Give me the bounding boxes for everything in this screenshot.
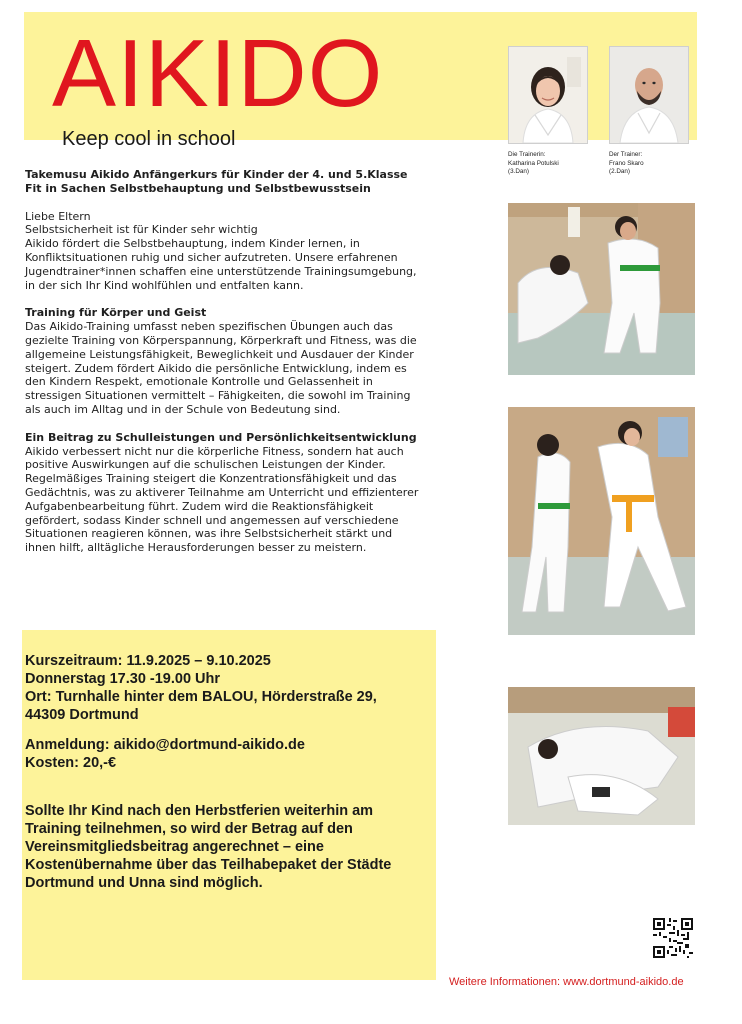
paragraph-line: Das Aikido-Training umfasst neben spezifischen Übungen auch das (25, 320, 393, 334)
course-registration (22, 736, 305, 772)
note-line: Dortmund und Unna sind möglich. (25, 875, 263, 891)
paragraph-line: in der sich Ihr Kind wohlfühlen und entfalten kann. (25, 278, 304, 292)
registration-email: Anmeldung: aikido@dortmund-aikido.de (25, 737, 305, 753)
caption-line: Die Trainerin: (508, 151, 546, 158)
course-city: 44309 Dortmund (25, 707, 139, 723)
paragraph-line: Aikido verbessert nicht nur die körperliche Fitness, sondern hat auch (25, 444, 404, 458)
course-info-box (22, 630, 436, 980)
trainer-photo-female (508, 46, 588, 144)
section-heading-school: Ein Beitrag zu Schulleistungen und Persönlichkeitsentwicklung (25, 430, 417, 444)
section-heading-training: Training für Körper und Geist (25, 306, 207, 320)
paragraph-line: Jugendtrainer*innen schaffen eine unterstützende Trainingsumgebung, (25, 264, 417, 278)
training-photo-3 (508, 687, 695, 825)
course-note (22, 802, 392, 892)
paragraph-line: Konfliktsituationen ruhig und sicher aufzutreten. Unsere erfahrenen (25, 250, 398, 264)
trainer-caption-female (508, 151, 559, 177)
paragraph-line: stressigen Situationen vermittelt – Fähigkeiten, die sowohl im Training (25, 389, 411, 403)
note-line: Vereinsmitgliedsbeitrag angerechnet – eine (25, 839, 324, 855)
intro-heading-1: Takemusu Aikido Anfängerkurs für Kinder der 4. und 5.Klasse (25, 168, 408, 181)
paragraph-line: gefördert, sodass Kinder schnell und angemessen auf verschiedene (25, 513, 399, 527)
paragraph-line: steigert. Zudem fördert Aikido die persönliche Entwicklung, indem es (25, 361, 407, 375)
header-band (24, 12, 697, 150)
page-subtitle: Keep cool in school (62, 128, 236, 150)
paragraph-line: Situationen reagieren können, was ihre Selbstsicherheit stärkt und (25, 527, 393, 541)
paragraph-line: den Kindern Respekt, emotionale Kontrolle und Gelassenheit in (25, 375, 373, 389)
caption-line: (2.Dan) (609, 168, 630, 175)
paragraph-line: ihnen hilft, alltägliche Herausforderungen besser zu meistern. (25, 541, 367, 555)
training-photo-1 (508, 203, 695, 375)
paragraph-line: Aikido fördert die Selbstbehauptung, indem Kinder lernen, in (25, 237, 360, 251)
footer-info: Weitere Informationen: www.dortmund-aikido.de (449, 976, 684, 988)
note-line: Sollte Ihr Kind nach den Herbstferien weiterhin am (25, 803, 374, 819)
note-line: Kostenübernahme über das Teilhabepaket der Städte (25, 857, 392, 873)
course-schedule (22, 652, 377, 724)
paragraph-line: Liebe Eltern (25, 209, 91, 223)
paragraph-line: Selbstsicherheit ist für Kinder sehr wichtig (25, 223, 258, 237)
paragraph-line: allgemeine Leistungsfähigkeit, Beweglichkeit und Ausdauer der Kinder (25, 347, 414, 361)
caption-line: Frano Skaro (609, 159, 644, 167)
paragraph-line: als auch im Alltag und in der Schule von Bedeutung sind. (25, 402, 341, 416)
caption-line: Katharina Potulski (508, 159, 559, 167)
caption-line: (3.Dan) (508, 168, 529, 175)
trainer-photo-male (609, 46, 689, 144)
note-line: Training teilnehmen, so wird der Betrag auf den (25, 821, 353, 837)
paragraph-line: positive Auswirkungen auf die schulischen Leistungen der Kinder. (25, 458, 386, 472)
trainer-caption-male (609, 151, 644, 177)
course-location: Ort: Turnhalle hinter dem BALOU, Hörderstraße 29, (25, 689, 377, 705)
caption-line: Der Trainer: (609, 151, 643, 158)
paragraph-line: gezielte Training von Körperspannung, Körperkraft und Fitness, was die (25, 333, 417, 347)
main-text (25, 168, 465, 555)
intro-heading-2: Fit in Sachen Selbstbehauptung und Selbstbewusstsein (25, 181, 371, 195)
training-photo-2 (508, 407, 695, 635)
page-title: AIKIDO (52, 20, 384, 127)
qr-code (653, 918, 693, 958)
course-time: Donnerstag 17.30 -19.00 Uhr (25, 671, 221, 687)
course-period: Kurszeitraum: 11.9.2025 – 9.10.2025 (25, 653, 271, 669)
paragraph-line: Regelmäßiges Training steigert die Konzentrationsfähigkeit und das (25, 472, 397, 486)
paragraph-line: Gedächtnis, was zu aktiverer Teilnahme am Unterricht und effizienterer (25, 485, 419, 499)
paragraph-line: Aufgabenbearbeitung führt. Zudem wird die Reaktionsfähigkeit (25, 499, 374, 513)
course-cost: Kosten: 20,-€ (25, 755, 117, 771)
